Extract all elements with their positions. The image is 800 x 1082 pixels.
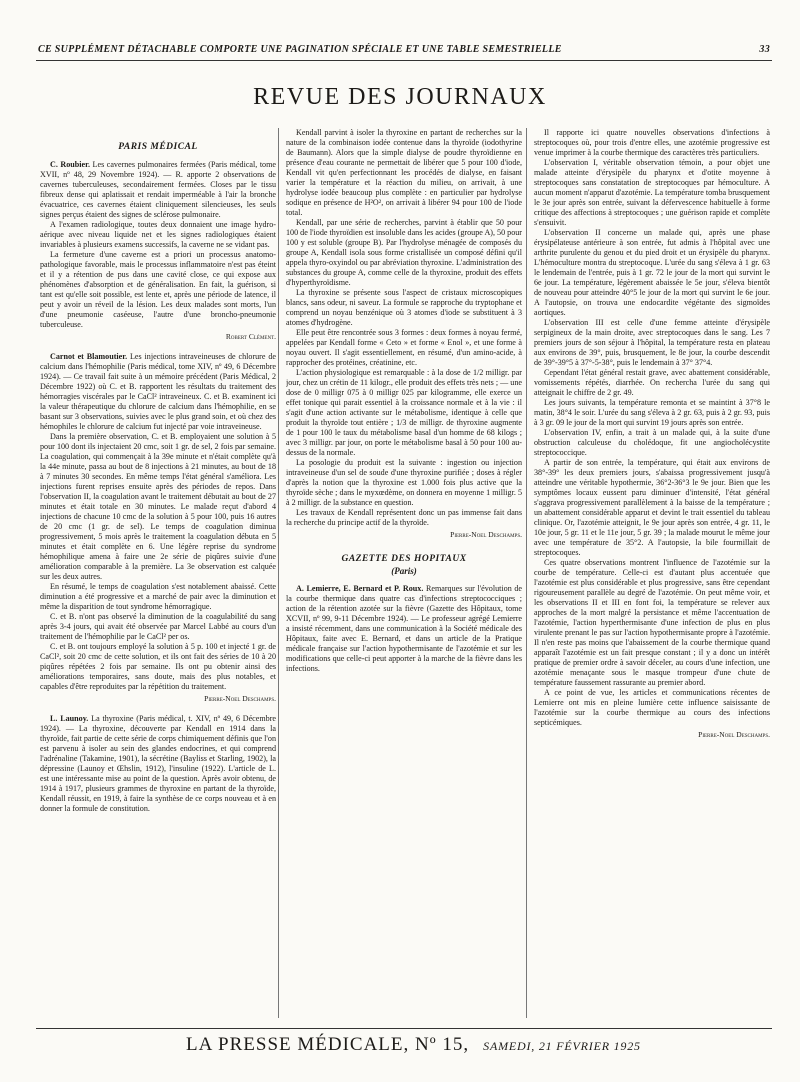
- column-1: [40, 128, 276, 1028]
- article-paragraph: L'observation II concerne un malade qui, après une phase érysipélateuse antérieure à son entrée, fut admis à l'hôpital avec une arthrite purulente du genou et du pied droit et un érysipèle du pharynx. L'hémoculture montra du streptocoque. L'urée du sang s'éleva à 1 gr. 63 le lendemain de l'entrée, puis à 1 gr. 72 le jour de la mort qui survint le 6e jour. La température, légèrement abaissée le 5e jour, s'éleva bientôt de nouveau pour atteindre 40°5 le jour de la mort qui survint le 6e jour. A l'autopsie, on trouva une endocardite végétante des sigmoïdes aortiques.: [534, 228, 770, 317]
- section-subheading: (Paris): [391, 566, 417, 576]
- article-paragraph: La fermeture d'une caverne est a priori un processus anatomo-pathologique favorable, mais le processus inflammatoire n'est pas éteint et il y a rétention de pus dans une cavité close, ce qui expose aux phénomènes d'absorption et de généralisation. En fait, la guérison, si tant est qu'elle soit possible, est lente et, après une période de latence, il peut y avoir un réveil de la lésion. Les deux malades sont morts, l'un d'une pneumonie caséeuse, l'autre d'une broncho-pneumonie tuberculeuse.: [40, 250, 276, 329]
- article-body: Les cavernes pulmonaires fermées (Paris médical, tome XVII, nº 48, 29 Novembre 1924). — R. apporte 2 observations de cavernes tuberculeuses, secondairement fermées. Closes par le tissu fibreux dense qui aplatissait et rendait imperméable à l'air la bronche évacuatrice, ces cavernes étaient cliniquement silencieuses, les seuls signes perçus étaient des signes de sclérose pulmonaire.: [40, 160, 276, 219]
- article-paragraph: Kendall, par une série de recherches, parvint à établir que 50 pour 100 de l'iode thyroïdien est insoluble dans les acides (groupe A), 50 pour 100 y est soluble (groupe B). Par l'hydrolyse ménagée de composés du groupe A, Kendall isola sous forme cristallisée un composé défini qu'il appela thyro-oxyindol ou par abréviation thyroxine. L'administration des substances du groupe A, comme celle de la thyroxine, produit des effets d'hyperthyroïdisme.: [286, 218, 522, 287]
- article-paragraph: A ce point de vue, les articles et communications récentes de Lemierre ont mis en pleine lumière cette influence saisissante de l'azotémie sur la courbe thermique au cours des infections septicémiques.: [534, 688, 770, 727]
- article-paragraph: Les travaux de Kendall représentent donc un pas immense fait dans la recherche du principe actif de la thyroïde.: [286, 508, 522, 527]
- running-head-text: CE SUPPLÉMENT DÉTACHABLE COMPORTE UNE PAGINATION SPÉCIALE ET UNE TABLE SEMESTRIELLE: [38, 44, 562, 55]
- footer-date: SAMEDI, 21 FÉVRIER 1925: [483, 1039, 641, 1053]
- article-body: Les injections intraveineuses de chlorure de calcium dans l'hémophilie (Paris médical, tome XIV, nº 49, 6 Décembre 1924). — Ce travail fait suite à un mémoire précédent (Paris Médical, 2 Décembre 1922) où C. et B. rapportent les résultats du traitement des hémorragies viscérales par le CaCl² intraveineux. C. et B. examinent ici la valeur thérapeutique du chlorure de calcium dans l'hémophilie, en se basant sur 3 observations, suivies avec le plus grand soin, et où chez des hémophiles le chlorure de calcium fut injecté par voie intraveineuse.: [40, 352, 276, 431]
- article-paragraph: Il rapporte ici quatre nouvelles observations d'infections à streptocoques où, pour trois d'entre elles, une azotémie progressive est venue imprimer à la courbe thermique des caractères très particuliers.: [534, 128, 770, 157]
- column-divider: [526, 128, 527, 1018]
- article-paragraph: Kendall parvint à isoler la thyroxine en partant de recherches sur la nature de la combinaison iodée contenue dans la thyroïde (iodothyrine de Baumann). Alors que la simple dialyse de poudre thyroïdienne en présence d'eau courante ne permettait de libérer que 5 pour 100 d'iode, Kendall vit qu'en perfectionnant les procédés de dialyse, en faisant varier la température et la réaction du milieu, on arrivait, à une hydrolyse iodée beaucoup plus complète : en particulier par hydrolyse sodique en présence de H²O², on arrivait à libérer 94 pour 100 de l'iode total.: [286, 128, 522, 217]
- article-paragraph: C. et B. ont toujours employé la solution à 5 p. 100 et injecté 1 gr. de CaCl², soit 20 cmc de cette solution, et ils ont fait des séries de 10 à 20 piqûres répétées 2 fois par semaine. Ils ont pu obtenir ainsi des améliorations temporaires, sans doute, mais des plus notables, et capables d'être reproduites par la répétition du traitement.: [40, 642, 276, 691]
- article-paragraph: L'observation III est celle d'une femme atteinte d'érysipèle serpigineux de la main droite, avec streptocoques dans le sang. Les 7 premiers jours de son séjour à l'hôpital, la température resta en plateau aux environs de 39°, puis, brusquement, le 8e jour, la courbe descendit de 39°-39°5 à 37°-5-38°, puis le lendemain à 37° 37°4.: [534, 318, 770, 367]
- article-signature: Robert Clément.: [225, 332, 276, 341]
- page-number: 33: [759, 44, 770, 55]
- section-heading-gazette: GAZETTE DES HOPITAUX: [341, 554, 467, 564]
- article-paragraph: [40, 714, 276, 814]
- article-signature: Pierre-Noel Deschamps.: [450, 530, 522, 539]
- article-paragraph: [40, 160, 276, 220]
- running-header: [38, 44, 770, 55]
- page-footer: [186, 1034, 746, 1056]
- article-paragraph: L'observation I, véritable observation témoin, a pour objet une malade atteinte d'érysipèle du pharynx et d'otite moyenne à streptocoques sans constatation de streptocoques par hémoculture. A aucun moment n'apparut d'azotémie. La température tomba brusquement le 3e jour après son entrée, suivant la défervescence habituelle à forme critique des affections à streptocoques ; une guérison rapide et complète s'ensuivit.: [534, 158, 770, 227]
- article-paragraph: En résumé, le temps de coagulation s'est notablement abaissé. Cette diminution a été progressive et a marché de pair avec la diminution et même la disparition de tout syndrome hémorragique.: [40, 582, 276, 611]
- article-paragraph: [40, 352, 276, 432]
- section-heading-paris-medical: PARIS MÉDICAL: [118, 142, 198, 152]
- article-author: C. Roubier.: [50, 160, 90, 169]
- footer-journal: LA PRESSE MÉDICALE, Nº 15,: [186, 1034, 470, 1055]
- article-paragraph: Dans la première observation, C. et B. employaient une solution à 5 pour 100 dont ils injectaient 20 cmc, soit 1 gr. de sel, 2 fois par semaine. La coagulation, qui commençait à la 39e minute et n'était complète qu'à la 44e minute, passa au bout de 8 injections à 21 minutes, au bout de 18 à 7 minutes 30 secondes. En même temps l'état général s'améliora. Les injections furent reprises ensuite après des périodes de repos. Dans l'observation II, la coagulation avant le traitement débutait au bout de 27 minutes et était totale en 30 minutes. Le malade reçut d'abord 4 injections de chacune 10 cmc de la solution à 5 pour 100, puis 16 autres de 20 cmc (1 gr. de sel). Le temps de coagulation diminua progressivement, 5 mois après le traitement la coagulation débuta en 5 minutes et était complète en 6. Une légère reprise du syndrome hémophilique amena à faire une 2e série de piqûres suivie d'une amélioration comparable à la première. La 3e observation est calquée sur les deux autres.: [40, 432, 276, 581]
- article-body: Remarques sur l'évolution de la courbe thermique dans quatre cas d'infections streptococciques ; action de la rétention azotée sur la fièvre (Gazette des Hôpitaux, tome XCVII, nº 99, 9-11 Décembre 1924). — Le professeur agrégé Lemierre a insisté récemment, dans une communication à la Société médicale des Hôpitaux, faite avec E. Bernard, et dans un article de la Pratique médicale française sur l'action hypothermisante de l'azotémie et sur les modifications que celle-ci peut apporter à la marche de la fièvre dans les infections.: [286, 584, 522, 673]
- article-author: Carnot et Blamoutier.: [50, 352, 128, 361]
- article-paragraph: L'action physiologique est remarquable : à la dose de 1/2 milligr. par jour, chez un crétin de 11 kilogr., elle produit des effets très nets ; — une dose de 0 milligr 075 à 0 milligr 025 par kilogramme, elle exerce un effet tonique qui parait essentiel à la croissance normale et à la vie : il s'agit d'une action activante sur le métabolisme, identique à celle que produit la thyroïde tout entière ; 1/3 de milligr. de thyroxine augmente de 1 pour 100 le taux du métabolisme basal d'un homme de 68 kilogs ; avec 3 milligr. par jour, on porte le métabolisme basal à 50 pour 100 au-dessus de la normale.: [286, 368, 522, 457]
- column-divider: [278, 128, 279, 1018]
- header-rule: [36, 60, 772, 61]
- column-3: [534, 128, 770, 1028]
- article-signature: Pierre-Noel Deschamps.: [204, 694, 276, 703]
- footer-rule: [36, 1028, 772, 1029]
- article-paragraph: La thyroxine se présente sous l'aspect de cristaux microscopiques blancs, sans odeur, ni saveur. La formule se rapproche du tryptophane et comprend un noyau benzénique où 3 atomes d'iode se substituent à 3 atomes d'hydrogène.: [286, 288, 522, 327]
- article-paragraph: C. et B. n'ont pas observé la diminution de la coagulabilité du sang après 3-4 jours, qui avait été observée par Marcel Labbé au cours d'un traitement de l'hémophilie par le CaCl² per os.: [40, 612, 276, 641]
- article-paragraph: La posologie du produit est la suivante : ingestion ou injection intraveineuse d'un sel de soude d'une thyroxine purifiée ; doses à régler d'après la notion que la thyroxine est 1.000 fois plus active que la thyroïde sèche ; dans le myxœdème, on donnera en moyenne 1 milligr. 5 à 2 milligr. de la substance en question.: [286, 458, 522, 507]
- column-2: [286, 128, 522, 1028]
- article-body: La thyroxine (Paris médical, t. XIV, nº 49, 6 Décembre 1924). — La thyroxine, découverte par Kendall en 1914 dans la thyroïde, fait partie de cette série de corps chimiquement définis que l'on est parvenu à isoler au sein des glandes endocrines, et qui comprend l'adrénaline (Takamine, 1901), la sécrétine (Bayliss et Starling, 1902), la dépressine (Launoy et Œhslin, 1912), l'insuline (1922). L'article de L. est une intéressante mise au point de la question. Après avoir obtenu, de 1914 à 1917, plusieurs grammes de thyroxine en partant de la thyroïde, Kendall réussit, en 1919, à faire la synthèse de ce corps nouveau et à en donner la formule de constitution.: [40, 714, 276, 813]
- article-paragraph: L'observation IV, enfin, a trait à un malade qui, à la suite d'une obstruction calculeuse du cholédoque, fit une angiocholécystite streptococcique.: [534, 428, 770, 457]
- article-paragraph: A l'examen radiologique, toutes deux donnaient une image hydro-aérique avec niveau liquide net et les signes radiologiques étaient invariables à plusieurs examens successifs, la caverne ne se vidant pas.: [40, 220, 276, 249]
- article-paragraph: Elle peut être rencontrée sous 3 formes : deux formes à noyau fermé, appelées par Kendall forme « Ceto » et forme « Enol », et une forme à noyau ouvert. Il s'agit essentiellement, en résumé, d'un amino-acide, à rapprocher des protéines, créatinine, etc.: [286, 328, 522, 367]
- page-title: REVUE DES JOURNAUX: [253, 84, 547, 110]
- article-author: A. Lemierre, E. Bernard et P. Roux.: [296, 584, 424, 593]
- article-paragraph: [286, 584, 522, 674]
- article-paragraph: Cependant l'état général restait grave, avec abattement considérable, vomissements répétés, diarrhée. On rechercha l'urée du sang qui atteignait le chiffre de 2 gr. 49.: [534, 368, 770, 397]
- article-author: L. Launoy.: [50, 714, 89, 723]
- article-signature: Pierre-Noel Deschamps.: [698, 730, 770, 739]
- article-paragraph: Les jours suivants, la température remonta et se maintint à 37°8 le matin, 38°4 le soir. L'urée du sang s'éleva à 2 gr. 63, puis à 2 gr. 93, puis à 3 gr. 09 le jour de la mort qui survint 19 jours après son entrée.: [534, 398, 770, 427]
- article-paragraph: Ces quatre observations montrent l'influence de l'azotémie sur la courbe de température. Celle-ci est d'autant plus accentuée que l'azotémie est plus considérable et plus progressive, sans être cependant rigoureusement parallèle au degré de l'azotémie. On peut même voir, et les observations II et III en font foi, la température se relever aux approches de la mort malgré la persistance et même l'accentuation de l'azotémie, l'action hyperthermisante d'une infection de plus en plus virulente prenant le pas sur l'action hypothermisante propre à l'azotémie. Il n'en reste pas moins que l'abaissement de la courbe thermique quand apparaît l'azotémie est un fait presque constant ; il y a donc un intérêt pratique de premier ordre à savoir déceler, au cours d'une infection, une azotémie menaçante sous le masque trompeur d'une chute de température faussement rassurante au premier abord.: [534, 558, 770, 687]
- article-paragraph: A partir de son entrée, la température, qui était aux environs de 38°-39° les deux premiers jours, s'abaissa progressivement jusqu'à atteindre une véritable hypothermie, 36°2-36°3 le 9e jour. Bien que les symptômes locaux eussent paru diminuer d'intensité, l'état général s'aggrava progressivement parallèlement à la baisse de la température ; un abattement considérable apparut et devint le trait essentiel du tableau clinique. Or, l'azotémie atteignit, le 9e jour après son entrée, 4 gr. 11, le 10e jour, 5 gr. 11 et le 11e jour, 5 gr. 39 ; la malade mourut le même jour avec une température de 35°2. A l'autopsie, la bile fourmillait de streptocoques.: [534, 458, 770, 557]
